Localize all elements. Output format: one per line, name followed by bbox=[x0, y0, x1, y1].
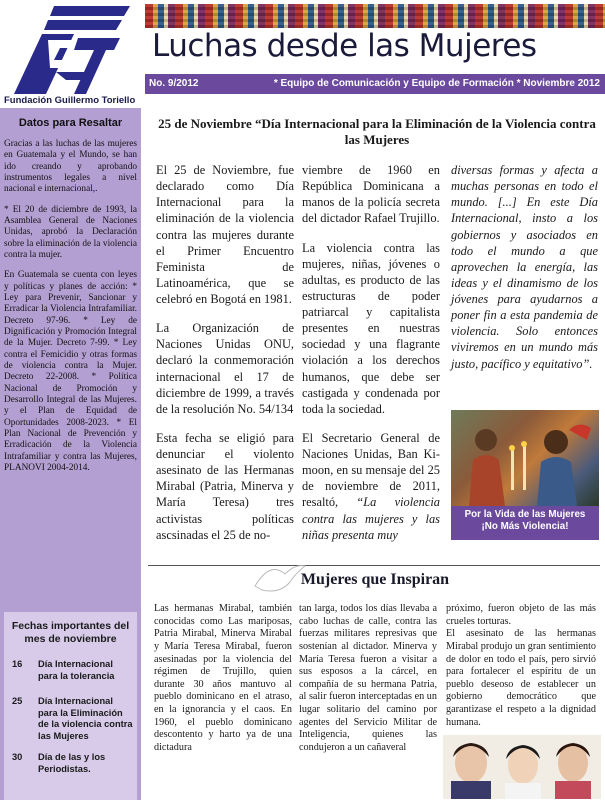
mirabal-portraits bbox=[443, 735, 601, 799]
fecha-day: 30 bbox=[12, 752, 23, 762]
portraits-image bbox=[443, 735, 601, 799]
section2-column-3 bbox=[446, 603, 596, 729]
logo-area bbox=[0, 0, 141, 108]
fechas-box bbox=[4, 612, 137, 800]
foundation-name: Fundación Guillermo Toriello bbox=[4, 95, 136, 106]
quote-continuation: diversas formas y afecta a muchas personas en todo el mundo. [...] En este Día Internacional, insto a los gobiernos y asociados en todo el mundo a que aprovechen la energía, las ideas y el dinamismo de los jóvenes para ayudarnos a poner fin a esta pandemia de violencia. Solo entonces viviremos en un mundo más justo, pacífico y equitativo”. bbox=[451, 163, 598, 371]
datos-paragraph: * El 20 de diciembre de 1993, la Asamblea General de Naciones Unidas, aprobó la Declaración sobre la eliminación de la violencia contra la mujer. bbox=[4, 204, 137, 260]
fgt-logo bbox=[14, 6, 130, 94]
fecha-text: Día Internacional para la Eliminación de la violencia contra las Mujeres bbox=[38, 696, 133, 741]
fecha-day: 16 bbox=[12, 659, 23, 669]
caption-line-2: ¡No Más Violencia! bbox=[481, 521, 569, 533]
issue-bar bbox=[145, 74, 605, 94]
article-column-1 bbox=[156, 162, 294, 556]
article-paragraph: La Organización de Naciones Unidas ONU, declaró la conmemoración internacional el 17 de diciembre de 1999, a través de la resolución No. 54/134 bbox=[156, 321, 294, 416]
section2-paragraph: próximo, fueron objeto de las más crueles torturas. bbox=[446, 603, 596, 627]
protest-photo bbox=[451, 410, 599, 506]
fecha-day: 25 bbox=[12, 696, 23, 706]
woven-banner-texture bbox=[145, 4, 605, 28]
fechas-title: Fechas importantes del mes de noviembre bbox=[11, 620, 130, 645]
article-paragraph: viembre de 1960 en República Dominicana a manos de la policía secreta del dictador Rafael Trujillo. bbox=[302, 163, 440, 226]
quote-start: “La violencia contra las mujeres y las niñas presenta muy bbox=[302, 495, 440, 542]
section2-paragraph: Las hermanas Mirabal, también conocidas como Las mariposas, Patria Mirabal, Minerva Mirabal y María Teresa Mirabal, fueron asesinadas por la violencia del régimen de Trujillo, quien durante 30 años mantuvo al pueblo dominicano en el atraso, en la ignorancia y el caos. En 1960, el pueblo dominicano descontento y harto ya de una dictadura bbox=[154, 603, 292, 754]
article-paragraph bbox=[302, 430, 440, 543]
article-paragraph: Esta fecha se eligió para denunciar el violento asesinato de las Hermanas Mirabal (Patria, Minerva y María Teresa) tres activistas políticas ascsinadas el 25 de no- bbox=[156, 430, 294, 542]
article-paragraph: La violencia contra las mujeres, niñas, jóvenes o adultas, es producto de las estructuras de poder patriarcal y capitalista presentes en nuestras sociedad y una flagrante violación a los derechos humanos, que debe ser castigada y condenada por toda la sociedad. bbox=[302, 240, 440, 416]
issue-credits: * Equipo de Comunicación y Equipo de Formación * Noviembre 2012 bbox=[273, 78, 600, 89]
fecha-text: Día de las y los Periodistas. bbox=[38, 752, 106, 774]
section-divider bbox=[148, 565, 600, 566]
caption-line-1: Por la Vida de las Mujeres bbox=[464, 509, 586, 520]
article-paragraph: El 25 de Noviembre, fue declarado como Día Internacional para la eliminación de la violencia contra las mujeres durante el Primer Encuentro Feminista de Latinoamérica, que se celebró en Bogotá en 1981. bbox=[156, 163, 294, 306]
datos-text bbox=[4, 139, 137, 483]
article-column-3 bbox=[451, 162, 598, 385]
article-title: 25 de Noviembre “Día Internacional para la Eliminación de la Violencia contra las Mujeres bbox=[158, 116, 596, 147]
section2-paragraph: El asesinato de las hermanas Mirabal produjo un gran sentimiento de dolor en todo el país, pero sirvió para fortalecer el espíritu de un pueblo deseoso de establecer un gobierno democrático que garantizase el respeto a la dignidad humana. bbox=[446, 628, 596, 728]
datos-title: Datos para Resaltar bbox=[18, 117, 123, 129]
fecha-text: Día Internacional para la tolerancia bbox=[38, 659, 115, 681]
article-column-2 bbox=[302, 162, 440, 556]
photo-figures bbox=[451, 410, 599, 506]
datos-paragraph: En Guatemala se cuenta con leyes y políticas y planes de acción: * Ley para Prevenir, Sancionar y Erradicar la Violencia Intrafamiliar. Decreto 97-96. * Ley de Dignificación y Promoción Integral de la Mujer. Decreto 7-99. * Ley contra el Femicidio y otras formas de violencia contra la Mujer. Decreto 22-2008. * Política Nacional de Promoción y Desarrollo Integral de las Mujeres. y el Plan de Equidad de Oportunidades 2008-2023. * El Plan Nacional de Prevención y Erradicación de la Violencia Intrafamiliar y contra las Mujeres, PLANOVI 2004-2014. bbox=[4, 270, 137, 473]
datos-paragraph: Gracias a las luchas de las mujeres en Guatemala y el Mundo, se han ido creando y aprobando instrumentos legales a nivel nacional e internacional,. bbox=[4, 139, 137, 195]
issue-number: No. 9/2012 bbox=[149, 78, 199, 89]
quote-intro: El Secretario General de Naciones Unidas, Ban Ki-moon, en su mensaje del 25 de noviembre de 2011, resaltó, bbox=[302, 430, 440, 510]
section-title: Mujeres que Inspiran bbox=[300, 571, 450, 588]
section2-paragraph: tan larga, todos los días llevaba a cabo luchas de calle, contra las fuerzas militares represivas que sostenían al dictador. Minerva y María Teresa fueron a visitar a sus esposos a la cárcel, en compañía de su hermana Patria, al salir fueron interceptadas en un lugar solitario del camino por agentes del Servicio Militar de Inteligencia, quienes las condujeron a un cañaveral bbox=[299, 603, 437, 754]
photo-caption bbox=[451, 506, 599, 540]
section2-column-1 bbox=[154, 603, 292, 755]
newsletter-title: Luchas desde las Mujeres bbox=[152, 28, 537, 64]
section2-column-2 bbox=[299, 603, 437, 755]
